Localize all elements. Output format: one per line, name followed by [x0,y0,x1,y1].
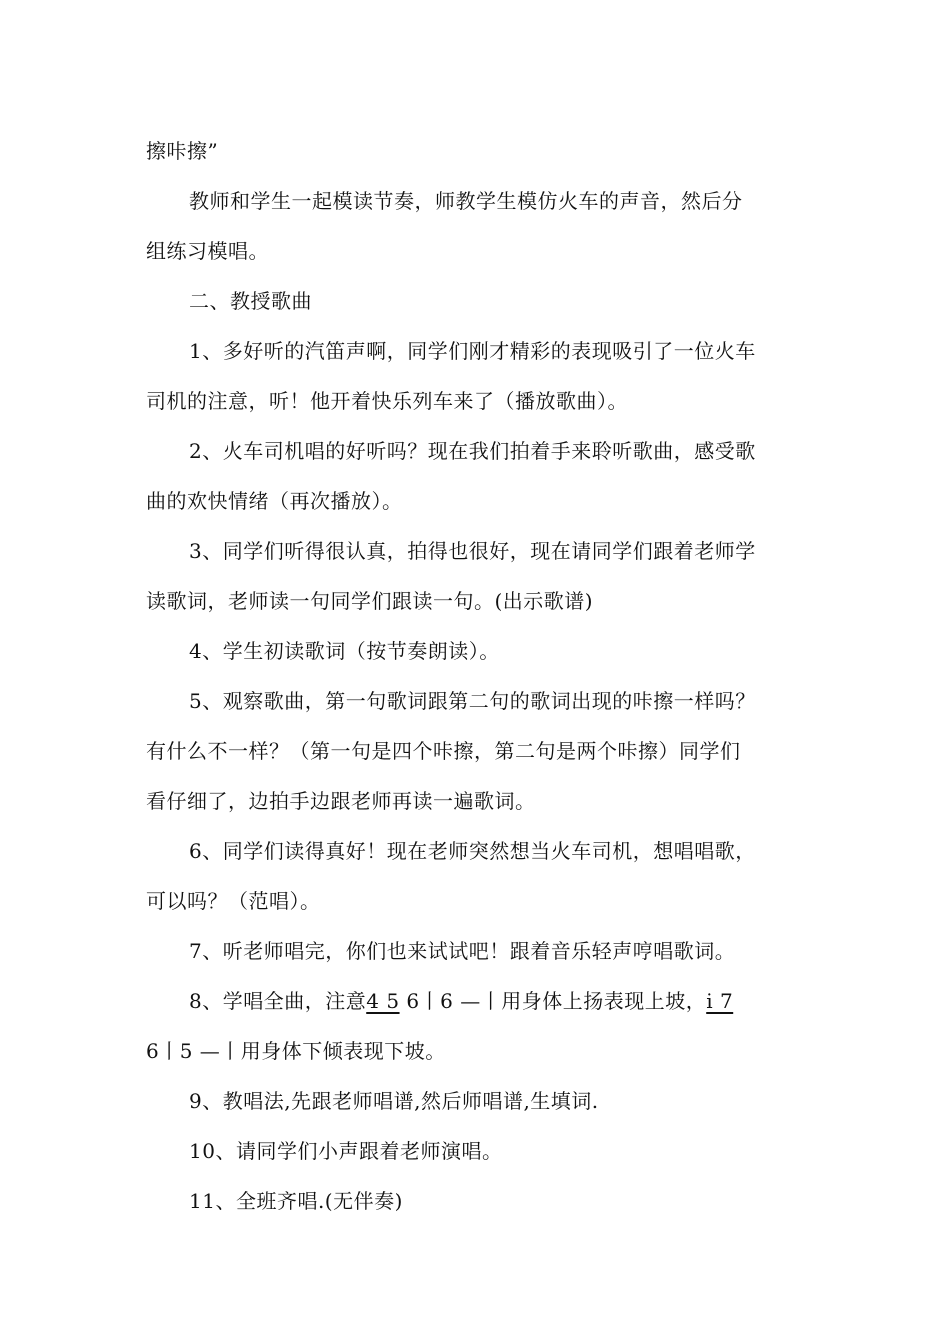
text-line: 看仔细了，边拍手边跟老师再读一遍歌词。 [146,789,536,813]
paragraph-line: 5、观察歌曲，第一句歌词跟第二句的歌词出现的咔擦一样吗？ [189,689,756,713]
text-line: 读歌词，老师读一句同学们跟读一句。(出示歌谱) [146,589,594,613]
paragraph-line [189,988,733,1014]
underlined-notation: i 7 [706,989,734,1013]
text-line: 组练习模唱。 [146,239,269,263]
underlined-notation: 4 5 [366,989,400,1013]
paragraph-line: 7、听老师唱完，你们也来试试吧！跟着音乐轻声哼唱歌词。 [189,939,736,963]
text-line: 有什么不一样？（第一句是四个咔擦，第二句是两个咔擦）同学们 [146,739,741,763]
paragraph-line: 9、教唱法,先跟老师唱谱,然后师唱谱,生填词. [189,1089,599,1113]
text-line: 擦咔擦” [146,139,219,163]
text-line: 可以吗？（范唱）。 [146,889,321,913]
text-segment: 6丨6 —丨用身体上扬表现上坡， [399,989,707,1013]
text-segment: 8、学唱全曲，注意 [189,989,367,1013]
section-heading: 二、教授歌曲 [189,289,312,313]
paragraph-line: 10、请同学们小声跟着老师演唱。 [189,1139,503,1163]
text-line: 司机的注意，听！他开着快乐列车来了（播放歌曲）。 [146,389,628,413]
paragraph-line: 2、火车司机唱的好听吗？现在我们拍着手来聆听歌曲，感受歌 [189,439,756,463]
paragraph-line: 4、学生初读歌词（按节奏朗读）。 [189,639,500,663]
paragraph-line: 6、同学们读得真好！现在老师突然想当火车司机，想唱唱歌， [189,839,756,863]
paragraph-line: 11、全班齐唱.(无伴奏) [189,1189,403,1213]
paragraph-line: 3、同学们听得很认真，拍得也很好，现在请同学们跟着老师学 [189,539,756,563]
text-line: 6丨5 —丨用身体下倾表现下坡。 [146,1039,446,1063]
paragraph-line: 教师和学生一起模读节奏，师教学生模仿火车的声音，然后分 [189,189,743,213]
text-line: 曲的欢快情绪（再次播放）。 [146,489,403,513]
paragraph-line: 1、多好听的汽笛声啊，同学们刚才精彩的表现吸引了一位火车 [189,339,756,363]
